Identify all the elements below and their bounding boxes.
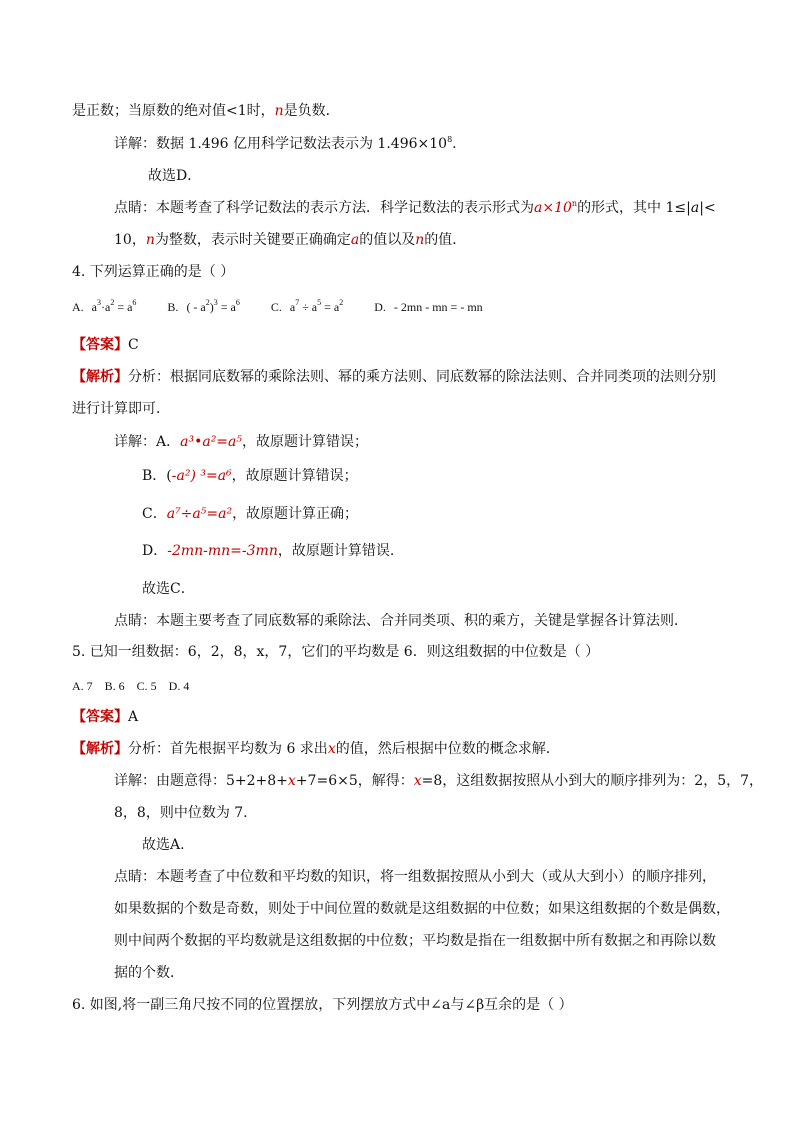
intro-choose: 故选D． xyxy=(148,168,202,184)
q4-option-d: D. - 2mn - mn = - mn xyxy=(374,300,483,314)
q4-comment: 点睛：本题主要考查了同底数幂的乘除法、合并同类项、积的乘方，关键是掌握各计算法则． xyxy=(114,613,688,629)
q4-option-b: B. ( - $a^2)^3 = a^6$ xyxy=(167,298,240,314)
q6-stem: 6. 如图,将一副三角尺按不同的位置摆放，下列摆放方式中∠a与∠β互余的是（ ） xyxy=(72,997,573,1013)
q4-stem: 4. 下列运算正确的是（ ） xyxy=(72,264,235,280)
q4-detail-d: D．-2mn-mn=-3mn，故原题计算错误. xyxy=(142,543,395,559)
q5-detail-line1: 详解：由题意得：5+2+8+x+7=6×5，解得：x=8，这组数据按照从小到大的顺序排列为：2，5，7， xyxy=(114,773,764,789)
intro-continuation: 是正数；当原数的绝对值<1时，n是负数． xyxy=(72,103,340,119)
q4-detail-c: C．a⁷÷a⁵=a²，故原题计算正确； xyxy=(142,506,359,522)
q5-detail-line2: 8，8，则中位数为 7. xyxy=(114,805,248,821)
q4-option-a: A. $a^3\cdot a^2 = a^6$ xyxy=(72,298,137,314)
q5-options: A. 7 B. 6 C. 5 D. 4 xyxy=(72,679,190,693)
intro-comment-line2: 10，n为整数，表示时关键要正确确定a的值以及n的值． xyxy=(114,232,467,248)
q4-analysis-line1: 【解析】分析：根据同底数幂的乘除法则、幂的乘方法则、同底数幂的除法法则、合并同类项的法则分别 xyxy=(72,369,716,385)
q4-option-c: C. $a^7 \div a^5 = a^2$ xyxy=(270,298,344,314)
q5-choose: 故选A. xyxy=(142,837,185,853)
intro-comment-line1: 点睛：本题考查了科学记数法的表示方法．科学记数法的表示形式为$a\times 10^n$的形式，其中 1≤|a|< xyxy=(114,199,716,216)
q5-answer: 【答案】A xyxy=(72,709,139,725)
q5-analysis: 【解析】分析：首先根据平均数为 6 求出x的值，然后根据中位数的概念求解． xyxy=(72,741,560,757)
q4-answer: 【答案】C xyxy=(72,337,139,353)
q5-comment-line4: 据的个数． xyxy=(114,965,184,981)
q5-comment-line3: 则中间两个数据的平均数就是这组数据的中位数；平均数是指在一组数据中所有数据之和再除以数 xyxy=(114,933,716,949)
q4-detail-b: B．(-a²) ³=a⁶，故原题计算错误； xyxy=(142,468,358,484)
q5-comment-line1: 点睛：本题考查了中位数和平均数的知识，将一组数据按照从小到大（或从大到小）的顺序排列， xyxy=(114,869,716,885)
q4-detail-a: 详解：A．a³•a²=a⁵，故原题计算错误； xyxy=(114,434,368,450)
intro-detail: 详解：数据 1.496 亿用科学记数法表示为 $1.496\times 10^8$. xyxy=(114,135,457,152)
q4-options xyxy=(72,298,511,316)
q4-choose: 故选C． xyxy=(142,581,195,597)
q5-comment-line2: 如果数据的个数是奇数，则处于中间位置的数就是这组数据的中位数；如果这组数据的个数是偶数， xyxy=(114,901,730,917)
q5-stem: 5. 已知一组数据：6，2，8，x，7，它们的平均数是 6．则这组数据的中位数是（ ） xyxy=(72,644,600,660)
q4-analysis-line2: 进行计算即可． xyxy=(72,401,170,417)
